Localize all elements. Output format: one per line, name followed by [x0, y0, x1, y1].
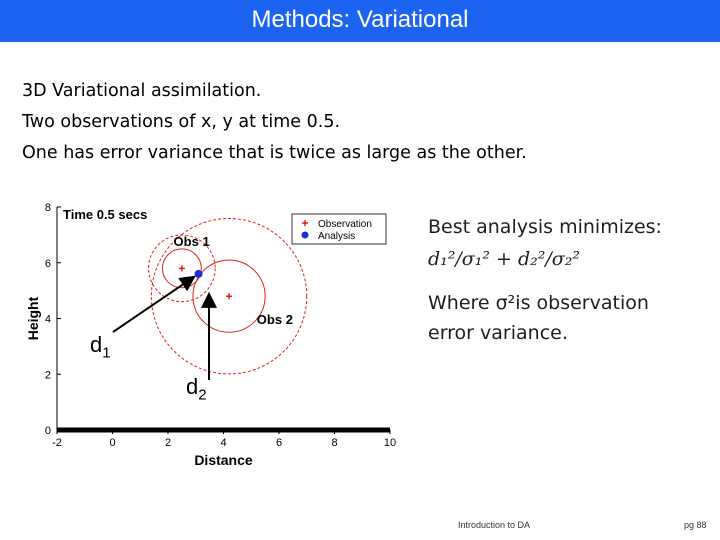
observation-point: [179, 265, 185, 271]
x-tick-label: 2: [164, 437, 172, 449]
d1-subscript: 1: [102, 344, 111, 362]
obs-annotation: Obs 1: [173, 234, 210, 250]
legend-entry: Observation: [318, 219, 372, 230]
footer-course: Introduction to DA: [458, 520, 531, 530]
y-tick-label: 6: [44, 257, 51, 270]
analysis-point: [195, 270, 203, 278]
y-axis-label: Height: [25, 296, 41, 341]
explanation-heading: Best analysis minimizes:: [428, 216, 662, 238]
explanation-panel: [428, 212, 662, 348]
page-title: Methods: Variational: [251, 6, 469, 33]
x-tick-label: 4: [220, 437, 227, 449]
d2-base: d: [186, 374, 199, 399]
d1-label: [90, 332, 111, 361]
y-tick-label: 8: [44, 202, 51, 214]
observation-point: [226, 293, 232, 299]
x-tick-label: 0: [109, 437, 116, 449]
explanation-where: Where σ²is observation: [428, 292, 649, 314]
bullet-line: Two observations of x, y at time 0.5.: [22, 112, 341, 132]
d2-label: [186, 374, 207, 403]
x-tick-label: 10: [383, 437, 397, 449]
variational-plot: [0, 190, 420, 480]
explanation-where-cont: error variance.: [428, 322, 568, 344]
d2-subscript: 2: [198, 386, 207, 404]
chart-title: Time 0.5 secs: [63, 207, 148, 222]
x-tick-label: -2: [52, 437, 62, 449]
intro-text: [22, 76, 527, 169]
footer-page-number: pg 88: [684, 520, 707, 530]
d1-base: d: [90, 332, 103, 357]
y-tick-label: 0: [44, 425, 51, 437]
x-axis-label: Distance: [194, 452, 253, 468]
x-tick-label: 8: [331, 437, 338, 449]
bullet-line: One has error variance that is twice as large as the other.: [22, 143, 527, 163]
legend-analysis-marker: [302, 232, 309, 239]
y-tick-label: 2: [44, 369, 51, 382]
cost-formula: d₁²/σ₁² + d₂²/σ₂²: [428, 248, 580, 270]
obs-annotation: Obs 2: [256, 312, 293, 328]
bullet-line: 3D Variational assimilation.: [22, 81, 262, 101]
y-tick-label: 4: [44, 313, 51, 326]
x-tick-label: 6: [275, 437, 283, 449]
legend-entry: Analysis: [318, 231, 356, 242]
d1-arrow: [113, 278, 193, 332]
